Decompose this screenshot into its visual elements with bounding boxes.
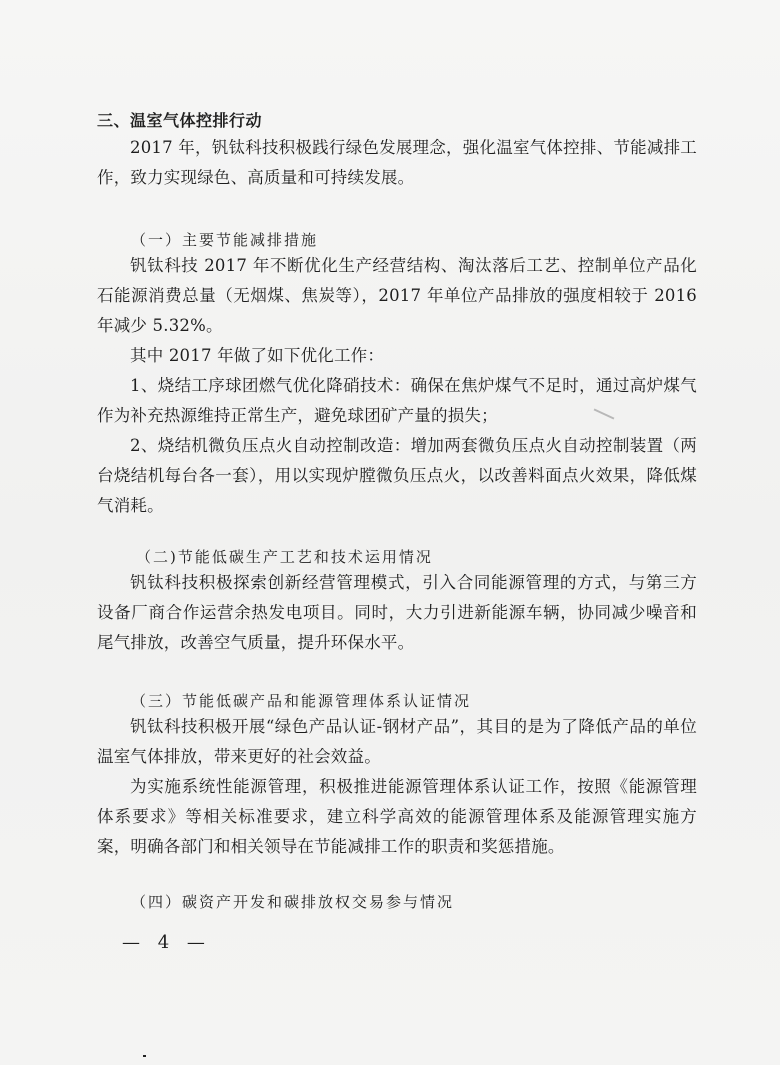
list-item: 1、烧结工序球团燃气优化降硝技术：确保在焦炉煤气不足时，通过高炉煤气作为补充热源维持正常生产，避免球团矿产量的损失； (97, 376, 697, 425)
subsection-heading-3: （三）节能低碳产品和能源管理体系认证情况 (131, 692, 472, 710)
scan-artifact (143, 1055, 146, 1057)
list-item: 2、烧结机微负压点火自动控制改造：增加两套微负压点火自动控制装置（两台烧结机每台各一套），用以实现炉膛微负压点火，以改善料面点火效果，降低煤气消耗。 (97, 436, 697, 515)
subsection-heading-2: （二)节能低碳生产工艺和技术运用情况 (136, 548, 433, 566)
subsection-heading-4: （四）碳资产开发和碳排放权交易参与情况 (131, 893, 455, 911)
paragraph: 钒钛科技积极探索创新经营管理模式，引入合同能源管理的方式，与第三方设备厂商合作运营余热发电项目。同时，大力引进新能源车辆，协同减少噪音和尾气排放，改善空气质量，提升环保水平。 (97, 573, 697, 652)
paragraph: 其中 2017 年做了如下优化工作： (130, 346, 385, 365)
intro-paragraph: 2017 年，钒钛科技积极践行绿色发展理念，强化温室气体控排、节能减排工作，致力实现绿色、高质量和可持续发展。 (97, 138, 697, 187)
paragraph: 为实施系统性能源管理，积极推进能源管理体系认证工作，按照《能源管理体系要求》等相关标准要求，建立科学高效的能源管理体系及能源管理实施方案，明确各部门和相关领导在节能减排工作的职责和奖惩措施。 (97, 777, 697, 856)
subsection-heading-1: （一）主要节能减排措施 (131, 231, 319, 249)
paragraph: 钒钛科技积极开展“绿色产品认证-钢材产品”，其目的是为了降低产品的单位温室气体排放，带来更好的社会效益。 (97, 717, 697, 766)
paragraph: 钒钛科技 2017 年不断优化生产经营结构、淘汰落后工艺、控制单位产品化石能源消费总量（无烟煤、焦炭等），2017 年单位产品排放的强度相较于 2016 年减少 5.32%。 (97, 256, 697, 335)
section-heading: 三、温室气体控排行动 (97, 111, 263, 130)
page-number: — 4 — (122, 932, 211, 953)
